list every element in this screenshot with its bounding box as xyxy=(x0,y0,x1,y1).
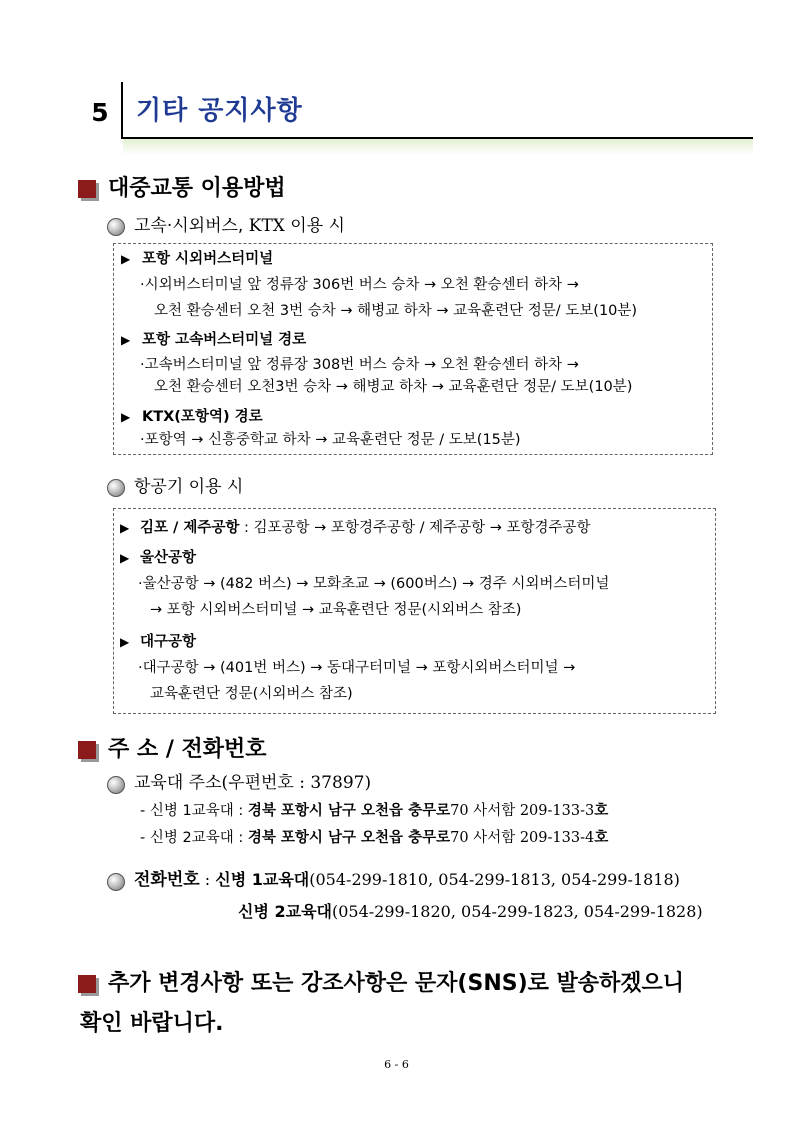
page-title: 기타 공지사항 xyxy=(136,96,303,126)
route-line: 교육훈련단 정문(시외버스 참조) xyxy=(150,686,353,702)
gimpo-route xyxy=(140,517,591,539)
notice-line-2: 확인 바랍니다. xyxy=(80,1011,224,1036)
ktx-title-part: KTX 이용 시 xyxy=(243,216,345,236)
phone-unit: 신병 2교육대 xyxy=(238,902,332,921)
gimpo-desc: : 김포공항 → 포항경주공항 / 제주공항 → 포항경주공항 xyxy=(239,520,591,536)
phone-unit: 신병 1교육대 xyxy=(215,870,310,889)
phone-title: 전화번호 xyxy=(134,870,200,890)
route-line: ·대구공항 → (401번 버스) → 동대구터미널 → 포항시외버스터미널 → xyxy=(138,660,576,676)
route-line: → 포항 시외버스터미널 → 교육훈련단 정문(시외버스 참조) xyxy=(150,602,522,618)
address-title xyxy=(134,770,371,796)
address-po-box: 70 사서함 209-133-4 xyxy=(450,830,595,846)
postal-code: (우편번호 : 37897) xyxy=(221,773,372,793)
route-line: 오천 환승센터 오천 3번 승차 → 해병교 하차 → 교육훈련단 정문/ 도보(10분) xyxy=(154,303,638,319)
circle-bullet-icon xyxy=(107,479,125,497)
circle-bullet-icon xyxy=(107,218,125,236)
address-title-label: 교육대 주소 xyxy=(134,773,222,793)
phone-line-2 xyxy=(238,899,703,925)
triangle-bullet-icon: ▶ xyxy=(120,551,130,565)
route-line: 오천 환승센터 오천3번 승차 → 해병교 하차 → 교육훈련단 정문/ 도보(10분) xyxy=(154,379,633,395)
section-square-icon xyxy=(78,741,96,759)
address-po-box: 70 사서함 209-133-3 xyxy=(450,803,595,819)
section-title-contact: 주 소 / 전화번호 xyxy=(108,737,267,762)
route-label: KTX(포항역) 경로 xyxy=(142,409,263,425)
phone-numbers: (054-299-1810, 054-299-1813, 054-299-1818) xyxy=(309,870,680,889)
route-line: ·시외버스터미널 앞 정류장 306번 버스 승차 → 오천 환승센터 하차 → xyxy=(140,277,579,293)
triangle-bullet-icon: ▶ xyxy=(121,252,131,266)
route-label: 포항 시외버스터미널 xyxy=(142,251,274,267)
subsection-title-bus-ktx xyxy=(134,213,345,239)
section-square-icon xyxy=(78,975,96,993)
route-label: 포항 고속버스터미널 경로 xyxy=(142,332,307,348)
subsection-title-air: 항공기 이용 시 xyxy=(134,477,244,497)
triangle-bullet-icon: ▶ xyxy=(121,333,131,347)
section-square-icon xyxy=(78,180,96,198)
phone-numbers: (054-299-1820, 054-299-1823, 054-299-1828) xyxy=(331,902,703,921)
chapter-number: 5 xyxy=(91,98,109,127)
route-line: ·울산공항 → (482 버스) → 모화초교 → (600버스) → 경주 시외버스터미널 xyxy=(138,576,610,592)
address-line-1 xyxy=(140,799,608,823)
address-line-2 xyxy=(140,826,608,850)
route-line: ·고속버스터미널 앞 정류장 308번 버스 승차 → 오천 환승센터 하차 → xyxy=(140,357,579,373)
header-divider-vertical xyxy=(121,82,123,138)
circle-bullet-icon xyxy=(107,873,125,891)
triangle-bullet-icon: ▶ xyxy=(120,521,130,535)
address-body: 경북 포항시 남구 오천읍 충무로 xyxy=(247,803,451,819)
address-unit: - 신병 2교육대 : xyxy=(140,830,248,846)
section-title-transit: 대중교통 이용방법 xyxy=(108,176,286,201)
route-label: 대구공항 xyxy=(140,634,197,650)
triangle-bullet-icon: ▶ xyxy=(120,635,130,649)
bus-ktx-route-box xyxy=(113,243,713,455)
address-end: 호 xyxy=(594,803,609,819)
bus-title-part: 고속·시외버스, xyxy=(134,216,244,236)
route-label: 울산공항 xyxy=(140,550,197,566)
address-unit: - 신병 1교육대 : xyxy=(140,803,248,819)
address-end: 호 xyxy=(594,830,609,846)
air-route-box xyxy=(113,508,716,714)
gimpo-label: 김포 / 제주공항 xyxy=(140,520,240,536)
route-line: ·포항역 → 신흥중학교 하차 → 교육훈련단 정문 / 도보(15분) xyxy=(140,432,521,448)
phone-sep: : xyxy=(199,870,216,889)
triangle-bullet-icon: ▶ xyxy=(121,410,131,424)
address-body: 경북 포항시 남구 오천읍 충무로 xyxy=(247,830,451,846)
circle-bullet-icon xyxy=(107,776,125,794)
page-number: 6 - 6 xyxy=(384,1058,409,1071)
phone-line-1 xyxy=(134,867,680,893)
notice-line-1: 추가 변경사항 또는 강조사항은 문자(SNS)로 발송하겠으니 xyxy=(108,971,685,996)
header-green-band xyxy=(123,139,753,155)
